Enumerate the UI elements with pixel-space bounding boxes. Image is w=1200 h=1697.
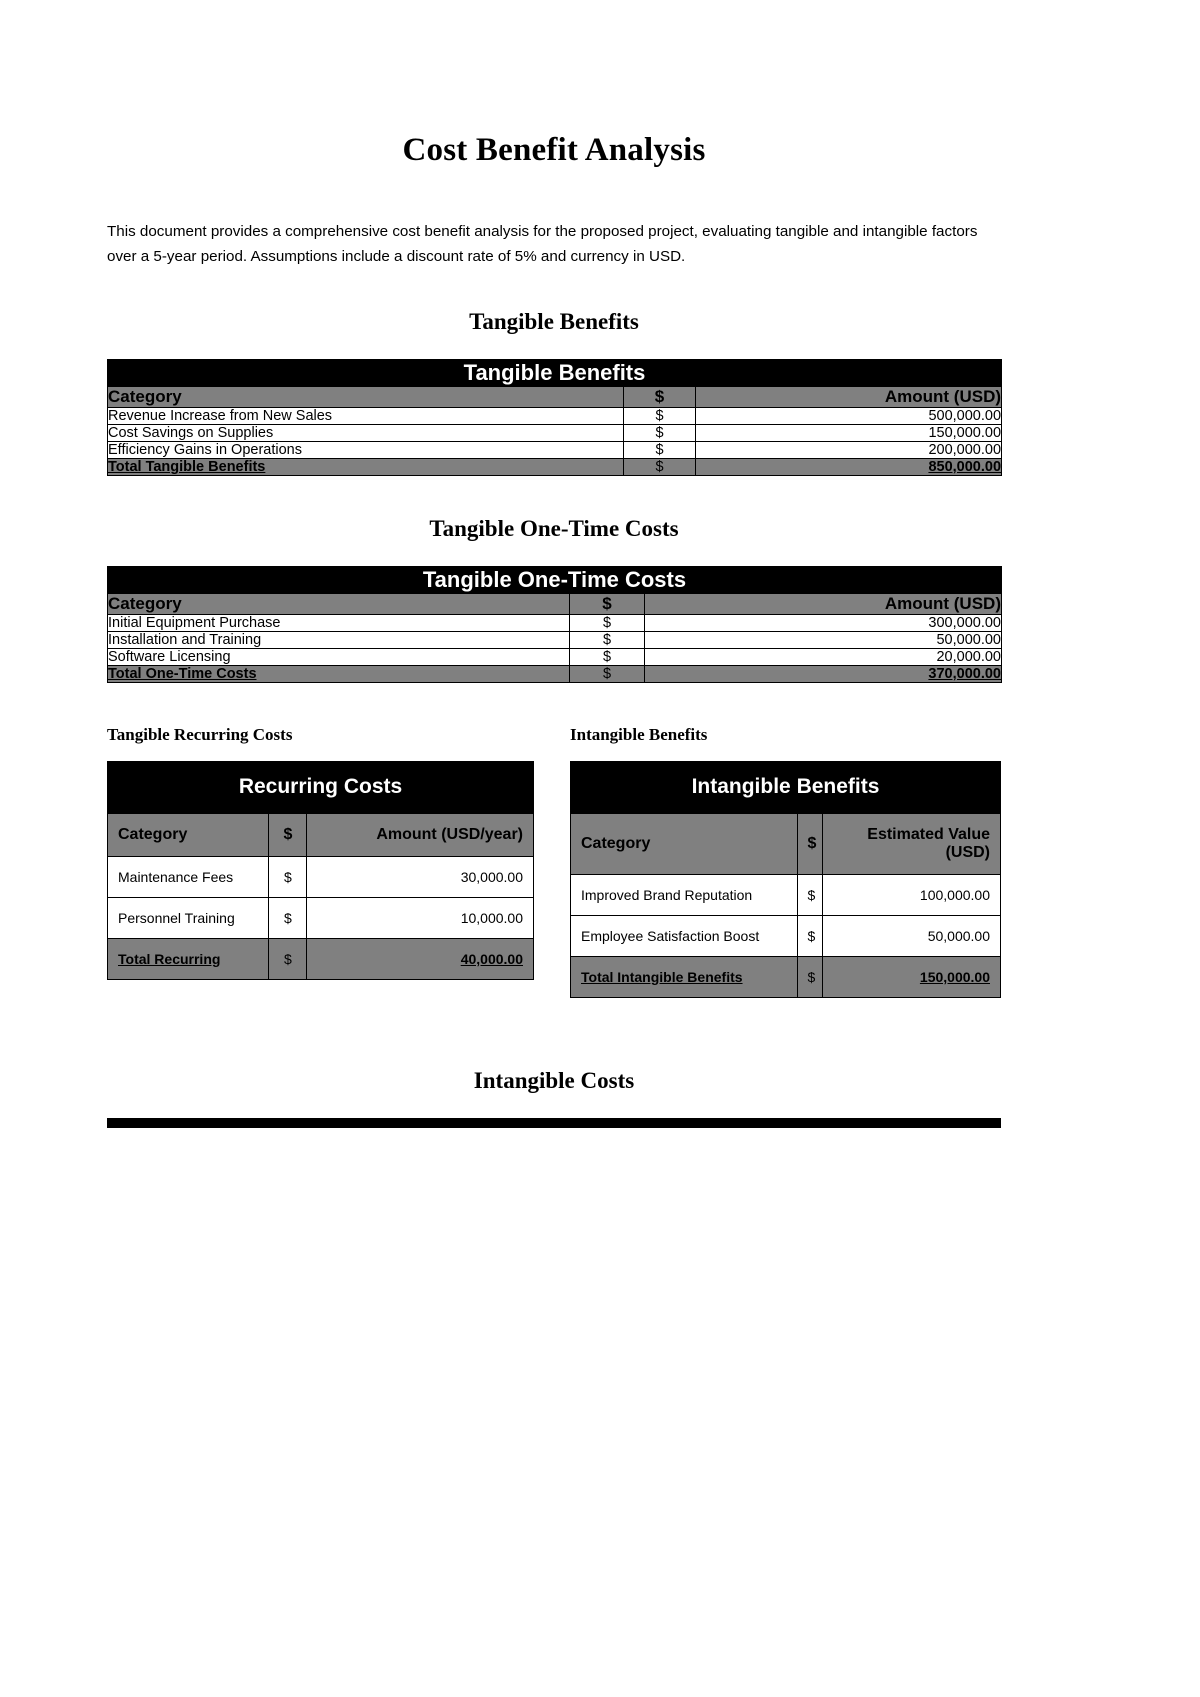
table-title-row xyxy=(108,567,1002,594)
table-intangible-costs-partial xyxy=(107,1118,1001,1128)
cell-total-label: Total One-Time Costs xyxy=(108,666,570,683)
table-title-row xyxy=(108,762,534,814)
cell-currency-symbol: $ xyxy=(570,649,645,666)
cell-currency-symbol: $ xyxy=(797,916,822,957)
table-header-row xyxy=(108,594,1002,615)
document-content xyxy=(107,0,1001,1128)
section-heading-intangible-benefits: Intangible Benefits xyxy=(570,725,708,744)
table-title-row xyxy=(571,762,1001,814)
cell-currency-symbol: $ xyxy=(570,615,645,632)
cell-amount: 50,000.00 xyxy=(645,632,1002,649)
cell-currency-symbol: $ xyxy=(624,425,696,442)
table-row xyxy=(571,875,1001,916)
table-header-row xyxy=(108,387,1002,408)
table-tangible-one-time-costs xyxy=(107,566,1002,683)
cell-total-amount: 370,000.00 xyxy=(645,666,1002,683)
table-row xyxy=(108,898,534,939)
table-row xyxy=(108,649,1002,666)
table-row xyxy=(571,916,1001,957)
cell-amount: 30,000.00 xyxy=(307,857,534,898)
table-total-row xyxy=(108,459,1002,476)
column-header-estimated-value: Estimated Value (USD) xyxy=(822,814,1000,875)
column-header-category: Category xyxy=(108,387,624,408)
column-header-amount: Amount (USD) xyxy=(696,387,1002,408)
cell-amount: 100,000.00 xyxy=(822,875,1000,916)
cell-amount: 50,000.00 xyxy=(822,916,1000,957)
cell-total-amount: 150,000.00 xyxy=(822,957,1000,998)
cell-category: Software Licensing xyxy=(108,649,570,666)
cell-category: Efficiency Gains in Operations xyxy=(108,442,624,459)
table-row xyxy=(108,442,1002,459)
column-header-category: Category xyxy=(108,594,570,615)
table-row xyxy=(108,857,534,898)
cell-category: Installation and Training xyxy=(108,632,570,649)
cell-category: Employee Satisfaction Boost xyxy=(571,916,798,957)
table-tangible-benefits xyxy=(107,359,1002,476)
cell-currency-symbol: $ xyxy=(570,666,645,683)
cell-total-label: Total Tangible Benefits xyxy=(108,459,624,476)
column-header-currency-symbol: $ xyxy=(269,814,307,857)
column-recurring-costs xyxy=(107,725,534,980)
table-total-row xyxy=(108,666,1002,683)
column-header-currency-symbol: $ xyxy=(624,387,696,408)
cell-category: Maintenance Fees xyxy=(108,857,269,898)
cell-currency-symbol: $ xyxy=(624,442,696,459)
cell-amount: 10,000.00 xyxy=(307,898,534,939)
cell-currency-symbol: $ xyxy=(624,408,696,425)
cell-total-label: Total Recurring xyxy=(108,939,269,980)
column-header-currency-symbol: $ xyxy=(570,594,645,615)
table-total-row xyxy=(108,939,534,980)
column-header-currency-symbol: $ xyxy=(797,814,822,875)
column-header-amount: Amount (USD) xyxy=(645,594,1002,615)
intro-paragraph: This document provides a comprehensive cost benefit analysis for the proposed project, evaluating tangible and intangible factors over a 5-year period. Assumptions include a discount rate of 5% and currency in USD. xyxy=(107,223,978,265)
table-intangible-benefits xyxy=(570,761,1001,998)
table-row xyxy=(108,632,1002,649)
table-row xyxy=(108,425,1002,442)
cell-category: Cost Savings on Supplies xyxy=(108,425,624,442)
table-header-row xyxy=(571,814,1001,875)
table-title-cell-clipped xyxy=(108,1119,1001,1128)
cell-total-amount: 850,000.00 xyxy=(696,459,1002,476)
cell-amount: 500,000.00 xyxy=(696,408,1002,425)
column-intangible-benefits xyxy=(570,725,1001,998)
table-total-row xyxy=(571,957,1001,998)
two-column-section xyxy=(107,683,1001,998)
cell-currency-symbol: $ xyxy=(797,875,822,916)
section-heading-tangible-one-time-costs: Tangible One-Time Costs xyxy=(429,516,679,541)
cell-category: Personnel Training xyxy=(108,898,269,939)
section-heading-tangible-benefits: Tangible Benefits xyxy=(469,309,639,334)
cell-currency-symbol: $ xyxy=(624,459,696,476)
column-header-amount: Amount (USD/year) xyxy=(307,814,534,857)
table-row xyxy=(108,408,1002,425)
cell-amount: 200,000.00 xyxy=(696,442,1002,459)
table-title-row xyxy=(108,1119,1001,1128)
cell-currency-symbol: $ xyxy=(269,898,307,939)
column-header-category: Category xyxy=(108,814,269,857)
cell-currency-symbol: $ xyxy=(570,632,645,649)
column-header-category: Category xyxy=(571,814,798,875)
cell-currency-symbol: $ xyxy=(797,957,822,998)
table-title-cell: Tangible Benefits xyxy=(108,360,1002,387)
table-row xyxy=(108,615,1002,632)
page-title: Cost Benefit Analysis xyxy=(402,132,706,168)
cell-category: Initial Equipment Purchase xyxy=(108,615,570,632)
table-title-row xyxy=(108,360,1002,387)
section-heading-intangible-costs: Intangible Costs xyxy=(473,1068,635,1093)
table-header-row xyxy=(108,814,534,857)
cell-category: Revenue Increase from New Sales xyxy=(108,408,624,425)
table-recurring-costs xyxy=(107,761,534,980)
cell-amount: 150,000.00 xyxy=(696,425,1002,442)
table-title-cell: Tangible One-Time Costs xyxy=(108,567,1002,594)
cell-currency-symbol: $ xyxy=(269,939,307,980)
cell-amount: 20,000.00 xyxy=(645,649,1002,666)
table-title-cell: Intangible Benefits xyxy=(571,762,1001,814)
cell-total-amount: 40,000.00 xyxy=(307,939,534,980)
table-title-cell: Recurring Costs xyxy=(108,762,534,814)
cell-amount: 300,000.00 xyxy=(645,615,1002,632)
section-heading-tangible-recurring-costs: Tangible Recurring Costs xyxy=(107,725,293,744)
cell-category: Improved Brand Reputation xyxy=(571,875,798,916)
cell-currency-symbol: $ xyxy=(269,857,307,898)
cell-total-label: Total Intangible Benefits xyxy=(571,957,798,998)
